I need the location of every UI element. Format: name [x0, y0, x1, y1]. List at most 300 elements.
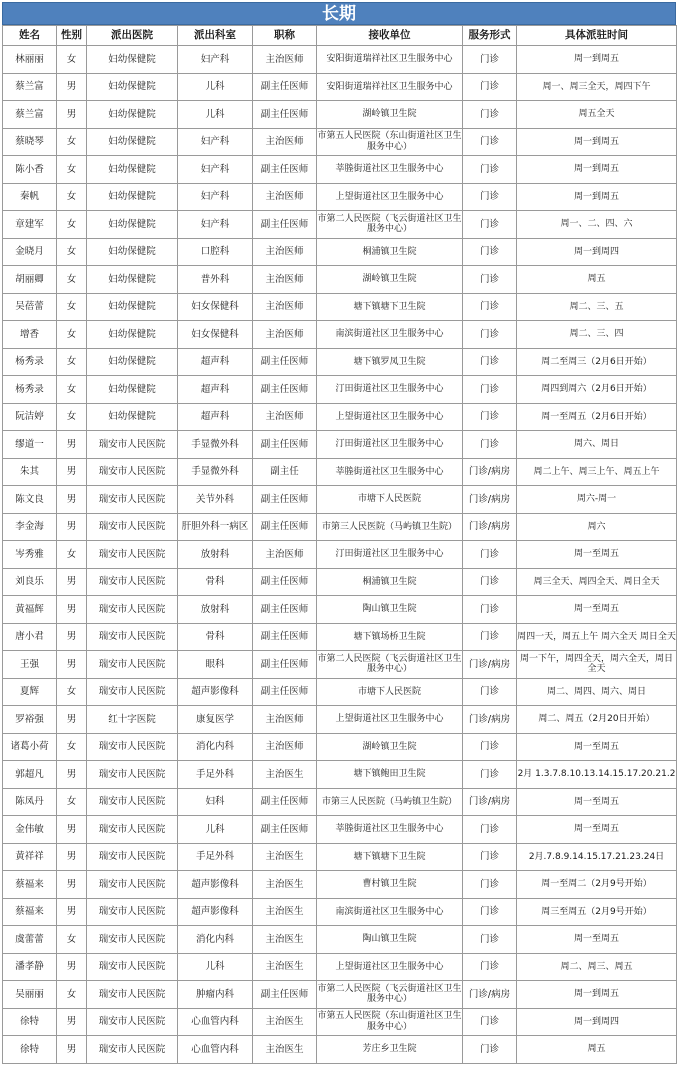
schedule-cell: 周二、三、四: [517, 321, 677, 349]
title-cell: 副主任医师: [253, 596, 317, 624]
department-cell: 口腔科: [178, 238, 253, 266]
receiving-unit-cell: 塘下镇塘下卫生院: [317, 293, 463, 321]
hospital-cell: 妇幼保健院: [87, 293, 178, 321]
receiving-unit-cell: 市塘下人民医院: [317, 678, 463, 706]
hospital-cell: 瑞安市人民医院: [87, 1036, 178, 1064]
service-type-cell: 门诊/病房: [463, 651, 517, 679]
department-cell: 妇产科: [178, 156, 253, 184]
hospital-cell: 瑞安市人民医院: [87, 816, 178, 844]
name-cell: 陈文良: [3, 486, 57, 514]
receiving-unit-cell: 桐浦镇卫生院: [317, 568, 463, 596]
col-header-service-type: 服务形式: [463, 26, 517, 46]
title-cell: 副主任医师: [253, 101, 317, 129]
title-cell: 主治医师: [253, 293, 317, 321]
title-cell: 主治医生: [253, 953, 317, 981]
title-cell: 主治医生: [253, 898, 317, 926]
service-type-cell: 门诊: [463, 761, 517, 789]
gender-cell: 女: [57, 128, 87, 156]
name-cell: 唐小君: [3, 623, 57, 651]
name-cell: 郭超凡: [3, 761, 57, 789]
gender-cell: 男: [57, 101, 87, 129]
title-cell: 主治医师: [253, 403, 317, 431]
assignment-sheet: [2, 2, 676, 1064]
assignment-table: [2, 25, 677, 1064]
table-row: [3, 541, 677, 569]
schedule-cell: 周一到周五: [517, 128, 677, 156]
name-cell: 胡丽卿: [3, 266, 57, 294]
title-cell: 主治医师: [253, 321, 317, 349]
department-cell: 妇产科: [178, 211, 253, 239]
receiving-unit-cell: 南滨街道社区卫生服务中心: [317, 898, 463, 926]
table-row: [3, 376, 677, 404]
receiving-unit-cell: 汀田街道社区卫生服务中心: [317, 376, 463, 404]
department-cell: 消化内科: [178, 926, 253, 954]
gender-cell: 男: [57, 843, 87, 871]
name-cell: 蔡福来: [3, 898, 57, 926]
department-cell: 妇女保健科: [178, 293, 253, 321]
hospital-cell: 瑞安市人民医院: [87, 733, 178, 761]
hospital-cell: 瑞安市人民医院: [87, 651, 178, 679]
hospital-cell: 妇幼保健院: [87, 183, 178, 211]
service-type-cell: 门诊: [463, 926, 517, 954]
name-cell: 林丽丽: [3, 46, 57, 74]
hospital-cell: 瑞安市人民医院: [87, 678, 178, 706]
service-type-cell: 门诊: [463, 266, 517, 294]
department-cell: 肝胆外科一病区: [178, 513, 253, 541]
gender-cell: 女: [57, 926, 87, 954]
service-type-cell: 门诊: [463, 156, 517, 184]
receiving-unit-cell: 市第二人民医院（飞云街道社区卫生服务中心）: [317, 981, 463, 1009]
schedule-cell: 周一到周五: [517, 183, 677, 211]
department-cell: 超声影像科: [178, 898, 253, 926]
department-cell: 儿科: [178, 101, 253, 129]
receiving-unit-cell: 湖岭镇卫生院: [317, 266, 463, 294]
schedule-cell: 周一到周五: [517, 156, 677, 184]
schedule-cell: 周一下午，周四全天，周六全天，周日全天: [517, 651, 677, 679]
hospital-cell: 瑞安市人民医院: [87, 761, 178, 789]
schedule-cell: 周四到周六（2月6日开始）: [517, 376, 677, 404]
receiving-unit-cell: 市第二人民医院（飞云街道社区卫生服务中心）: [317, 211, 463, 239]
service-type-cell: 门诊: [463, 898, 517, 926]
hospital-cell: 妇幼保健院: [87, 156, 178, 184]
department-cell: 心血管内科: [178, 1008, 253, 1036]
gender-cell: 男: [57, 568, 87, 596]
title-cell: 副主任医师: [253, 348, 317, 376]
table-row: [3, 1036, 677, 1064]
title-cell: 副主任医师: [253, 73, 317, 101]
name-cell: 蔡福来: [3, 871, 57, 899]
name-cell: 杨秀录: [3, 376, 57, 404]
gender-cell: 女: [57, 293, 87, 321]
hospital-cell: 瑞安市人民医院: [87, 431, 178, 459]
hospital-cell: 妇幼保健院: [87, 46, 178, 74]
schedule-cell: 周五全天: [517, 101, 677, 129]
department-cell: 妇产科: [178, 183, 253, 211]
schedule-cell: 周五: [517, 266, 677, 294]
gender-cell: 男: [57, 816, 87, 844]
department-cell: 普外科: [178, 266, 253, 294]
name-cell: 吴蓓蕾: [3, 293, 57, 321]
table-row: [3, 238, 677, 266]
receiving-unit-cell: 曹村镇卫生院: [317, 871, 463, 899]
hospital-cell: 瑞安市人民医院: [87, 568, 178, 596]
schedule-cell: 周六、周日: [517, 431, 677, 459]
title-cell: 副主任医师: [253, 788, 317, 816]
title-cell: 主治医生: [253, 926, 317, 954]
name-cell: 陈凤丹: [3, 788, 57, 816]
table-row: [3, 403, 677, 431]
hospital-cell: 妇幼保健院: [87, 101, 178, 129]
service-type-cell: 门诊: [463, 211, 517, 239]
schedule-cell: 周一至周二（2月9号开始）: [517, 871, 677, 899]
gender-cell: 男: [57, 871, 87, 899]
table-row: [3, 733, 677, 761]
name-cell: 增香: [3, 321, 57, 349]
service-type-cell: 门诊: [463, 568, 517, 596]
hospital-cell: 瑞安市人民医院: [87, 871, 178, 899]
gender-cell: 男: [57, 596, 87, 624]
receiving-unit-cell: 市第二人民医院（飞云街道社区卫生服务中心）: [317, 651, 463, 679]
receiving-unit-cell: 安阳街道瑞祥社区卫生服务中心: [317, 73, 463, 101]
receiving-unit-cell: 莘塍街道社区卫生服务中心: [317, 816, 463, 844]
gender-cell: 男: [57, 1008, 87, 1036]
service-type-cell: 门诊: [463, 431, 517, 459]
gender-cell: 女: [57, 788, 87, 816]
receiving-unit-cell: 市第三人民医院（马屿镇卫生院）: [317, 513, 463, 541]
gender-cell: 女: [57, 678, 87, 706]
receiving-unit-cell: 湖岭镇卫生院: [317, 101, 463, 129]
receiving-unit-cell: 塘下镇塘下卫生院: [317, 843, 463, 871]
table-row: [3, 513, 677, 541]
name-cell: 诸葛小荷: [3, 733, 57, 761]
schedule-cell: 周一至周五: [517, 541, 677, 569]
table-row: [3, 816, 677, 844]
sheet-title: 长期: [2, 2, 676, 25]
department-cell: 消化内科: [178, 733, 253, 761]
col-header-gender: 性别: [57, 26, 87, 46]
department-cell: 关节外科: [178, 486, 253, 514]
name-cell: 章建军: [3, 211, 57, 239]
receiving-unit-cell: 汀田街道社区卫生服务中心: [317, 541, 463, 569]
gender-cell: 女: [57, 541, 87, 569]
receiving-unit-cell: 莘塍街道社区卫生服务中心: [317, 156, 463, 184]
hospital-cell: 瑞安市人民医院: [87, 981, 178, 1009]
table-row: [3, 981, 677, 1009]
service-type-cell: 门诊: [463, 376, 517, 404]
schedule-cell: 周三至周五（2月9号开始）: [517, 898, 677, 926]
name-cell: 蔡晓琴: [3, 128, 57, 156]
gender-cell: 女: [57, 733, 87, 761]
service-type-cell: 门诊: [463, 953, 517, 981]
title-cell: 主治医师: [253, 706, 317, 734]
service-type-cell: 门诊: [463, 1008, 517, 1036]
service-type-cell: 门诊: [463, 678, 517, 706]
schedule-cell: 周六: [517, 513, 677, 541]
schedule-cell: 2月.7.8.9.14.15.17.21.23.24日: [517, 843, 677, 871]
schedule-cell: 周四一天，周五上午 周六全天 周日全天: [517, 623, 677, 651]
title-cell: 副主任医师: [253, 981, 317, 1009]
name-cell: 李金海: [3, 513, 57, 541]
gender-cell: 男: [57, 1036, 87, 1064]
service-type-cell: 门诊: [463, 843, 517, 871]
table-row: [3, 761, 677, 789]
title-cell: 副主任医师: [253, 376, 317, 404]
service-type-cell: 门诊: [463, 403, 517, 431]
service-type-cell: 门诊: [463, 871, 517, 899]
department-cell: 儿科: [178, 953, 253, 981]
table-row: [3, 651, 677, 679]
receiving-unit-cell: 上望街道社区卫生服务中心: [317, 183, 463, 211]
gender-cell: 女: [57, 376, 87, 404]
schedule-cell: 周一至周五: [517, 733, 677, 761]
schedule-cell: 周二至周三（2月6日开始）: [517, 348, 677, 376]
name-cell: 刘良乐: [3, 568, 57, 596]
hospital-cell: 妇幼保健院: [87, 73, 178, 101]
service-type-cell: 门诊: [463, 321, 517, 349]
department-cell: 妇产科: [178, 46, 253, 74]
hospital-cell: 妇幼保健院: [87, 403, 178, 431]
table-row: [3, 183, 677, 211]
title-cell: 副主任医师: [253, 486, 317, 514]
title-cell: 主治医师: [253, 183, 317, 211]
schedule-cell: 周一至周五（2月6日开始）: [517, 403, 677, 431]
service-type-cell: 门诊: [463, 46, 517, 74]
gender-cell: 男: [57, 513, 87, 541]
title-cell: 主治医生: [253, 1036, 317, 1064]
hospital-cell: 妇幼保健院: [87, 348, 178, 376]
name-cell: 金晓月: [3, 238, 57, 266]
receiving-unit-cell: 湖岭镇卫生院: [317, 733, 463, 761]
schedule-cell: 周一至周五: [517, 596, 677, 624]
receiving-unit-cell: 塘下镇鲍田卫生院: [317, 761, 463, 789]
table-row: [3, 73, 677, 101]
department-cell: 超声科: [178, 348, 253, 376]
gender-cell: 女: [57, 403, 87, 431]
gender-cell: 男: [57, 623, 87, 651]
receiving-unit-cell: 市塘下人民医院: [317, 486, 463, 514]
schedule-cell: 周一到周四: [517, 1008, 677, 1036]
gender-cell: 女: [57, 981, 87, 1009]
table-row: [3, 623, 677, 651]
gender-cell: 女: [57, 238, 87, 266]
schedule-cell: 周二、三、五: [517, 293, 677, 321]
hospital-cell: 瑞安市人民医院: [87, 541, 178, 569]
department-cell: 放射科: [178, 541, 253, 569]
name-cell: 杨秀录: [3, 348, 57, 376]
receiving-unit-cell: 市第五人民医院（东山街道社区卫生服务中心）: [317, 1008, 463, 1036]
table-row: [3, 788, 677, 816]
table-row: [3, 953, 677, 981]
service-type-cell: 门诊: [463, 101, 517, 129]
col-header-name: 姓名: [3, 26, 57, 46]
gender-cell: 男: [57, 953, 87, 981]
table-row: [3, 678, 677, 706]
service-type-cell: 门诊/病房: [463, 788, 517, 816]
department-cell: 骨科: [178, 568, 253, 596]
schedule-cell: 周二上午、周三上午、周五上午: [517, 458, 677, 486]
hospital-cell: 瑞安市人民医院: [87, 458, 178, 486]
gender-cell: 男: [57, 898, 87, 926]
hospital-cell: 妇幼保健院: [87, 266, 178, 294]
gender-cell: 男: [57, 73, 87, 101]
service-type-cell: 门诊: [463, 733, 517, 761]
service-type-cell: 门诊/病房: [463, 458, 517, 486]
hospital-cell: 瑞安市人民医院: [87, 596, 178, 624]
department-cell: 超声影像科: [178, 871, 253, 899]
table-row: [3, 128, 677, 156]
service-type-cell: 门诊/病房: [463, 981, 517, 1009]
service-type-cell: 门诊/病房: [463, 486, 517, 514]
receiving-unit-cell: 上望街道社区卫生服务中心: [317, 706, 463, 734]
receiving-unit-cell: 南滨街道社区卫生服务中心: [317, 321, 463, 349]
title-cell: 副主任医师: [253, 568, 317, 596]
gender-cell: 男: [57, 458, 87, 486]
title-cell: 主治医生: [253, 871, 317, 899]
schedule-cell: 周二、周四、周六、周日: [517, 678, 677, 706]
title-cell: 主治医生: [253, 761, 317, 789]
table-row: [3, 211, 677, 239]
department-cell: 超声影像科: [178, 678, 253, 706]
col-header-title: 职称: [253, 26, 317, 46]
hospital-cell: 瑞安市人民医院: [87, 843, 178, 871]
hospital-cell: 瑞安市人民医院: [87, 1008, 178, 1036]
name-cell: 夏辉: [3, 678, 57, 706]
title-cell: 主治医师: [253, 128, 317, 156]
hospital-cell: 瑞安市人民医院: [87, 623, 178, 651]
gender-cell: 女: [57, 211, 87, 239]
table-row: [3, 431, 677, 459]
title-cell: 主治医师: [253, 238, 317, 266]
table-row: [3, 348, 677, 376]
table-row: [3, 321, 677, 349]
hospital-cell: 妇幼保健院: [87, 376, 178, 404]
col-header-hospital: 派出医院: [87, 26, 178, 46]
title-cell: 副主任医师: [253, 651, 317, 679]
hospital-cell: 妇幼保健院: [87, 238, 178, 266]
table-row: [3, 293, 677, 321]
service-type-cell: 门诊: [463, 1036, 517, 1064]
service-type-cell: 门诊/病房: [463, 513, 517, 541]
title-cell: 副主任: [253, 458, 317, 486]
hospital-cell: 瑞安市人民医院: [87, 486, 178, 514]
service-type-cell: 门诊: [463, 128, 517, 156]
title-cell: 主治医师: [253, 733, 317, 761]
gender-cell: 女: [57, 46, 87, 74]
department-cell: 骨科: [178, 623, 253, 651]
title-cell: 主治医生: [253, 843, 317, 871]
service-type-cell: 门诊: [463, 623, 517, 651]
hospital-cell: 瑞安市人民医院: [87, 513, 178, 541]
schedule-cell: 周六-周一: [517, 486, 677, 514]
col-header-receiving-unit: 接收单位: [317, 26, 463, 46]
receiving-unit-cell: 桐浦镇卫生院: [317, 238, 463, 266]
title-cell: 副主任医师: [253, 513, 317, 541]
schedule-cell: 2月 1.3.7.8.10.13.14.15.17.20.21.2: [517, 761, 677, 789]
schedule-cell: 周一到周五: [517, 981, 677, 1009]
table-row: [3, 568, 677, 596]
name-cell: 蔡兰富: [3, 101, 57, 129]
gender-cell: 男: [57, 431, 87, 459]
table-row: [3, 898, 677, 926]
gender-cell: 女: [57, 266, 87, 294]
gender-cell: 男: [57, 486, 87, 514]
department-cell: 手足外科: [178, 843, 253, 871]
table-row: [3, 266, 677, 294]
name-cell: 吴丽丽: [3, 981, 57, 1009]
name-cell: 秦帆: [3, 183, 57, 211]
hospital-cell: 妇幼保健院: [87, 211, 178, 239]
name-cell: 罗裕强: [3, 706, 57, 734]
receiving-unit-cell: 陶山镇卫生院: [317, 596, 463, 624]
receiving-unit-cell: 汀田街道社区卫生服务中心: [317, 431, 463, 459]
department-cell: 儿科: [178, 816, 253, 844]
table-row: [3, 458, 677, 486]
table-row: [3, 926, 677, 954]
receiving-unit-cell: 塘下镇罗凤卫生院: [317, 348, 463, 376]
schedule-cell: 周二、周三、周五: [517, 953, 677, 981]
service-type-cell: 门诊/病房: [463, 706, 517, 734]
schedule-cell: 周一至周五: [517, 926, 677, 954]
hospital-cell: 瑞安市人民医院: [87, 788, 178, 816]
department-cell: 手显微外科: [178, 458, 253, 486]
name-cell: 金伟敏: [3, 816, 57, 844]
name-cell: 徐特: [3, 1036, 57, 1064]
table-row: [3, 706, 677, 734]
department-cell: 肿瘤内科: [178, 981, 253, 1009]
name-cell: 黄祥祥: [3, 843, 57, 871]
schedule-cell: 周一、二、四、六: [517, 211, 677, 239]
name-cell: 阮洁婷: [3, 403, 57, 431]
schedule-cell: 周一到周五: [517, 46, 677, 74]
gender-cell: 男: [57, 706, 87, 734]
title-cell: 主治医生: [253, 1008, 317, 1036]
name-cell: 黄福辉: [3, 596, 57, 624]
title-cell: 主治医师: [253, 46, 317, 74]
table-body: [3, 46, 677, 1064]
service-type-cell: 门诊: [463, 73, 517, 101]
table-row: [3, 843, 677, 871]
table-row: [3, 871, 677, 899]
gender-cell: 女: [57, 183, 87, 211]
service-type-cell: 门诊: [463, 348, 517, 376]
title-cell: 副主任医师: [253, 431, 317, 459]
receiving-unit-cell: 上望街道社区卫生服务中心: [317, 953, 463, 981]
schedule-cell: 周三全天、周四全天、周日全天: [517, 568, 677, 596]
hospital-cell: 妇幼保健院: [87, 321, 178, 349]
name-cell: 潘孝静: [3, 953, 57, 981]
department-cell: 手显微外科: [178, 431, 253, 459]
department-cell: 妇科: [178, 788, 253, 816]
table-row: [3, 101, 677, 129]
service-type-cell: 门诊: [463, 816, 517, 844]
receiving-unit-cell: 市第五人民医院（东山街道社区卫生服务中心）: [317, 128, 463, 156]
hospital-cell: 瑞安市人民医院: [87, 926, 178, 954]
table-row: [3, 1008, 677, 1036]
department-cell: 心血管内科: [178, 1036, 253, 1064]
schedule-cell: 周五: [517, 1036, 677, 1064]
service-type-cell: 门诊: [463, 238, 517, 266]
table-row: [3, 46, 677, 74]
hospital-cell: 妇幼保健院: [87, 128, 178, 156]
title-cell: 副主任医师: [253, 211, 317, 239]
gender-cell: 女: [57, 156, 87, 184]
department-cell: 超声科: [178, 376, 253, 404]
name-cell: 陈小香: [3, 156, 57, 184]
title-cell: 副主任医师: [253, 623, 317, 651]
col-header-department: 派出科室: [178, 26, 253, 46]
schedule-cell: 周一至周五: [517, 788, 677, 816]
name-cell: 虞蕾蕾: [3, 926, 57, 954]
